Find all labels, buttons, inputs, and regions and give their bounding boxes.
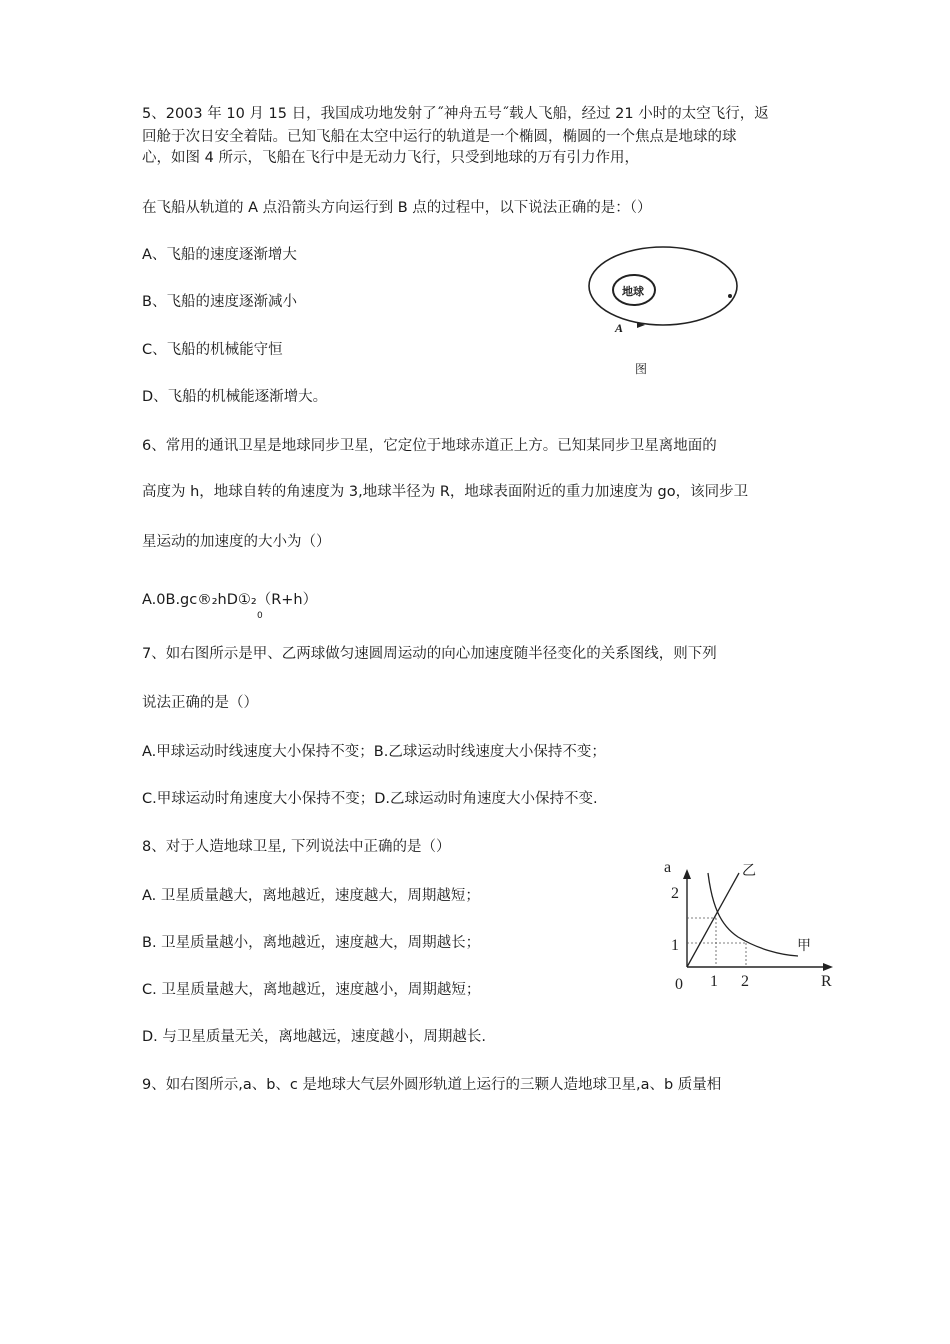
x-axis-arrow	[823, 963, 833, 971]
q7-option-ab: A.甲球运动时线速度大小保持不变；B.乙球运动时线速度大小保持不变；	[142, 744, 606, 760]
orbit-figure	[585, 245, 745, 345]
graph-label-yi: 乙	[742, 863, 756, 879]
q8-line-1: 8、对于人造地球卫星, 下列说法中正确的是（）	[142, 839, 451, 855]
q8-option-d: D. 与卫星质量无关，离地越远，速度越小，周期越长.	[142, 1029, 486, 1045]
q6-line-3: 星运动的加速度的大小为（）	[142, 534, 331, 550]
graph-y-tick-2: 2	[671, 885, 679, 902]
q5-line-2: 回舱于次日安全着陆。已知飞船在太空中运行的轨道是一个椭圆，椭圆的一个焦点是地球的球	[142, 129, 737, 145]
graph-x-tick-2: 2	[741, 973, 749, 990]
q5-option-c: C、飞船的机械能守恒	[142, 342, 283, 358]
q6-answer-options: A.0B.gc®₂hD①₂（R+h）	[142, 592, 318, 608]
q5-option-b: B、飞船的速度逐渐减小	[142, 294, 297, 310]
q5-line-3: 心，如图 4 所示，飞船在飞行中是无动力飞行，只受到地球的万有引力作用，	[142, 150, 639, 166]
q8-option-c: C. 卫星质量越大，离地越近，速度越小，周期越短；	[142, 982, 481, 998]
graph-y-tick-1: 1	[671, 937, 679, 954]
q6-answer-subscript: 0	[257, 611, 263, 621]
figure-caption: 图	[635, 362, 648, 376]
q5-option-a: A、飞船的速度逐渐增大	[142, 247, 297, 263]
q7-line-2: 说法正确的是（）	[142, 695, 258, 711]
graph-x-tick-1: 1	[710, 973, 718, 990]
q8-option-b: B. 卫星质量越小，离地越近，速度越大，周期越长；	[142, 935, 481, 951]
orbit-ellipse	[589, 247, 737, 325]
q6-line-1: 6、常用的通讯卫星是地球同步卫星，它定位于地球赤道正上方。已知某同步卫星离地面的	[142, 438, 717, 454]
q5-line-4: 在飞船从轨道的 A 点沿箭头方向运行到 B 点的过程中，以下说法正确的是：（）	[142, 200, 652, 216]
q7-option-cd: C.甲球运动时角速度大小保持不变；D.乙球运动时角速度大小保持不变.	[142, 791, 598, 807]
earth-label: 地球	[622, 285, 644, 298]
q5-option-d: D、飞船的机械能逐渐增大。	[142, 389, 328, 405]
point-b	[728, 294, 732, 298]
curve-jia	[708, 873, 798, 956]
q6-line-2: 高度为 h，地球自转的角速度为 3,地球半径为 R，地球表面附近的重力加速度为 go，该同步卫	[142, 484, 749, 500]
graph-y-label: a	[664, 859, 672, 876]
q7-line-1: 7、如右图所示是甲、乙两球做匀速圆周运动的向心加速度随半径变化的关系图线，则下列	[142, 646, 717, 662]
curve-yi	[687, 873, 739, 967]
q8-option-a: A. 卫星质量越大，离地越近，速度越大，周期越短；	[142, 888, 480, 904]
graph-label-jia: 甲	[797, 938, 811, 954]
y-axis-arrow	[683, 869, 691, 879]
point-a-label: A	[615, 321, 624, 335]
q9-line-1: 9、如右图所示,a、b、c 是地球大气层外圆形轨道上运行的三颗人造地球卫星,a、b 质量相	[142, 1077, 722, 1093]
graph-x-label: R	[821, 973, 832, 990]
q5-line-1: 5、2003 年 10 月 15 日，我国成功地发射了˝神舟五号˝载人飞船，经过 21 小时的太空飞行，返	[142, 106, 769, 122]
graph-origin-label: 0	[675, 976, 683, 993]
